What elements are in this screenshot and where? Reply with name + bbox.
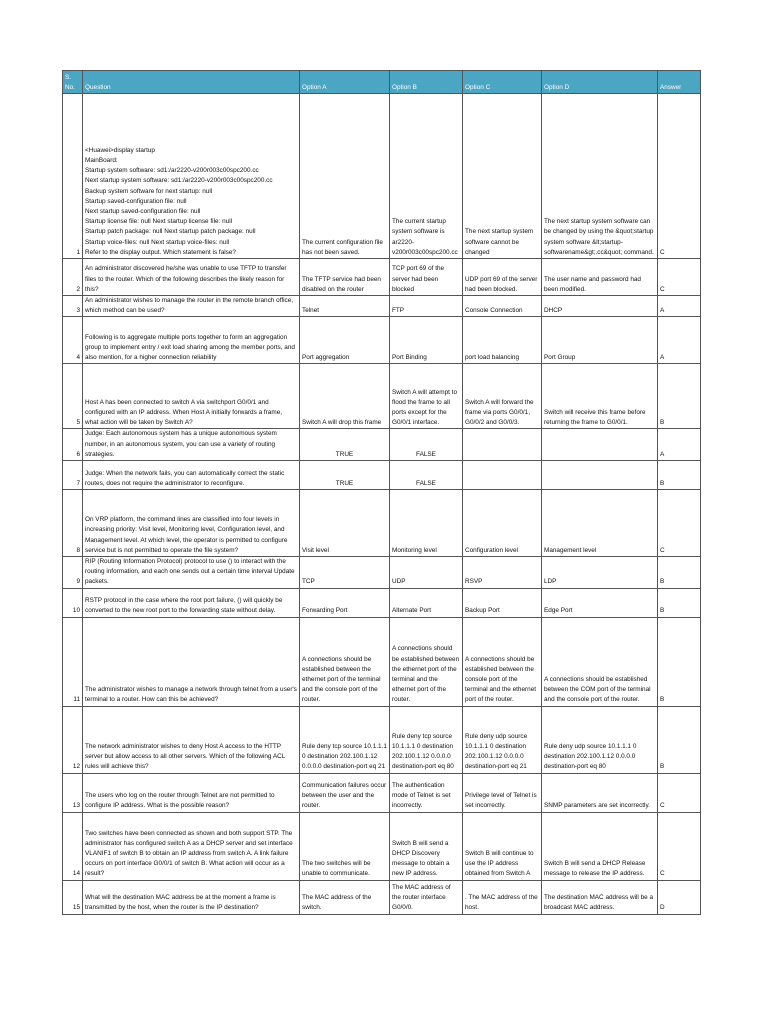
option-c [463,429,542,461]
option-a: Visit level [300,490,390,557]
option-c: Privilege level of Telnet is set incorrectly. [463,773,542,812]
option-d: The next startup system software can be changed by using the &quot;startup system software &lt;startup-softwarename&gt;.cc&quot; command. [542,94,658,259]
option-b: Alternate Port [390,588,463,617]
answer: C [658,773,701,812]
question-text: RSTP protocol in the case where the root port failure, () will quickly be converted to the new root port to the forwarding state without delay. [83,588,300,617]
answer: C [658,259,701,296]
answer: B [658,557,701,589]
header-sno: S. No. [63,71,83,94]
option-a: TRUE [300,429,390,461]
option-d: Edge Port [542,588,658,617]
question-number: 2 [63,259,83,296]
header-option-c: Option C [463,71,542,94]
question-text: The users who log on the router through Telnet are not permitted to configure IP address. What is the possible reason? [83,773,300,812]
option-b: Switch A will attempt to flood the frame to all ports except for the G0/0/1 interface. [390,364,463,429]
option-a: Forwarding Port [300,588,390,617]
question-number: 11 [63,617,83,706]
table-row [63,706,701,773]
answer: C [658,94,701,259]
option-d: The user name and password had been modified. [542,259,658,296]
question-text: Two switches have been connected as shown and both support STP. The administrator has configured switch A as a DHCP server and set interface VLANIF1 of switch B to obtain an IP address from switch A. A link failure occurs on port interface G0/0/1 of switch B. What action will occur as a result? [83,812,300,880]
answer: D [658,880,701,914]
question-text: Following is to aggregate multiple ports together to form an aggregation group to implement entry / exit load sharing among the member ports, and also mention, for a higher connection reliability [83,317,300,364]
question-number: 7 [63,461,83,490]
option-a: Rule deny tcp source 10.1.1.1 0 destination 202.100.1.12 0.0.0.0 destination-port eq 21 [300,706,390,773]
question-number: 1 [63,94,83,259]
question-text: An administrator discovered he/she was unable to use TFTP to transfer files to the router. Which of the following describes the likely reason for this? [83,259,300,296]
option-d: Switch will receive this frame before returning the frame to G0/0/1. [542,364,658,429]
option-d: LDP [542,557,658,589]
option-d: SNMP parameters are set incorrectly. [542,773,658,812]
option-a: The TFTP service had been disabled on the router [300,259,390,296]
table-row [63,490,701,557]
option-d [542,461,658,490]
question-number: 13 [63,773,83,812]
header-option-a: Option A [300,71,390,94]
option-a: A connections should be established between the ethernet port of the terminal and the console port of the router. [300,617,390,706]
answer: C [658,812,701,880]
table-row [63,317,701,364]
table-row [63,296,701,317]
question-number: 6 [63,429,83,461]
answer: A [658,317,701,364]
option-b: TCP port 69 of the server had been blocked [390,259,463,296]
option-d [542,429,658,461]
answer: A [658,429,701,461]
option-a: Port aggregation [300,317,390,364]
option-b: A connections should be established between the ethernet port of the terminal and the ethernet port of the router. [390,617,463,706]
question-text: The administrator wishes to manage a network through telnet from a user's terminal to a router. How can this be achieved? [83,617,300,706]
option-b: FALSE [390,461,463,490]
table-row [63,259,701,296]
answer: B [658,706,701,773]
option-a: TCP [300,557,390,589]
option-a: TRUE [300,461,390,490]
question-number: 14 [63,812,83,880]
option-c: UDP port 69 of the server had been blocked. [463,259,542,296]
table-row [63,812,701,880]
question-number: 10 [63,588,83,617]
option-b: The authentication mode of Telnet is set incorrectly. [390,773,463,812]
option-d: DHCP [542,296,658,317]
question-number: 15 [63,880,83,914]
option-d: Switch B will send a DHCP Release message to release the IP address. [542,812,658,880]
header-option-b: Option B [390,71,463,94]
question-text: Host A has been connected to switch A via switchport G0/0/1 and configured with an IP address. When Host A initially forwards a frame, what action will be taken by Switch A? [83,364,300,429]
option-a: Telnet [300,296,390,317]
option-c: Switch B will continue to use the IP address obtained from Switch A [463,812,542,880]
answer: B [658,617,701,706]
question-number: 4 [63,317,83,364]
header-option-d: Option D [542,71,658,94]
option-c: Configuration level [463,490,542,557]
option-a: The MAC address of the switch. [300,880,390,914]
option-b: FALSE [390,429,463,461]
option-d: Management level [542,490,658,557]
option-c: A connections should be established between the console port of the terminal and the ethernet port of the router. [463,617,542,706]
table-row [63,461,701,490]
option-a: The two switches will be unable to communicate. [300,812,390,880]
option-c: port load balancing [463,317,542,364]
answer: A [658,296,701,317]
qa-table [62,70,701,915]
question-text: RIP (Routing Information Protocol) protocol to use () to interact with the routing information, and each one sends out a certain time interval Update packets. [83,557,300,589]
question-text: The network administrator wishes to deny Host A access to the HTTP server but allow access to all other servers. Which of the following ACL rules will achieve this? [83,706,300,773]
question-number: 3 [63,296,83,317]
table-row [63,617,701,706]
option-c: . The MAC address of the host. [463,880,542,914]
option-d: The destination MAC address will be a broadcast MAC address. [542,880,658,914]
option-a: The current configuration file has not been saved. [300,94,390,259]
question-number: 9 [63,557,83,589]
table-row [63,557,701,589]
option-b: Port Binding [390,317,463,364]
option-d: Rule deny udp source 10.1.1.1 0 destination 202.100.1.12 0.0.0.0 destination-port eq 80 [542,706,658,773]
option-c: Rule deny udp source 10.1.1.1 0 destination 202.100.1.12 0.0.0.0 destination-port eq 21 [463,706,542,773]
option-d: A connections should be established between the COM port of the terminal and the console port of the router. [542,617,658,706]
question-text: An administrator wishes to manage the router in the remote branch office, which method can be used? [83,296,300,317]
header-question: Question [83,71,300,94]
table-row [63,773,701,812]
option-b: FTP [390,296,463,317]
option-c [463,461,542,490]
option-b: The MAC address of the router interface G0/0/0. [390,880,463,914]
option-c: Console Connection [463,296,542,317]
question-text: What will the destination MAC address be at the moment a frame is transmitted by the host, when the router is the IP destination? [83,880,300,914]
answer: B [658,588,701,617]
table-row [63,429,701,461]
table-row [63,588,701,617]
question-text: On VRP platform, the command lines are classified into four levels in increasing priority: Visit level, Monitoring level, Configuration level, and Management level. At which level, the operator is permitted to configure service but is not permitted to operate the file system? [83,490,300,557]
question-number: 8 [63,490,83,557]
option-a: Switch A will drop this frame [300,364,390,429]
option-d: Port Group [542,317,658,364]
option-b: UDP [390,557,463,589]
option-b: Switch B will send a DHCP Discovery message to obtain a new IP address. [390,812,463,880]
header-answer: Answer [658,71,701,94]
option-a: Communication failures occur between the user and the router. [300,773,390,812]
table-row [63,364,701,429]
question-text: Judge: Each autonomous system has a unique autonomous system number, in an autonomous system, you can use a variety of routing strategies. [83,429,300,461]
answer: B [658,364,701,429]
option-c: The next startup system software cannot be changed [463,94,542,259]
question-text: Judge: When the network fails, you can automatically correct the static routes, does not require the administrator to reconfigure. [83,461,300,490]
option-b: The current startup system software is ar2220-v200r003c00spc200.cc [390,94,463,259]
question-number: 5 [63,364,83,429]
table-row [63,94,701,259]
question-text: <Huawei>display startup MainBoard: Startup system software: sd1:/ar2220-v200r003c00spc200.cc Next startup system software: sd1:/ar2220-v200r003c00spc200.cc Backup system software for next startup: null Startup saved-configuration file: null Next startup saved-configuration file: null Startup license file: null Next startup license file: null Startup patch package: null Next startup patch package: null Startup voice-files: null Next startup voice-files: null Refer to the display output. Which statement is false? [83,94,300,259]
header-row [63,71,701,94]
answer: C [658,490,701,557]
question-number: 12 [63,706,83,773]
option-b: Monitoring level [390,490,463,557]
option-b: Rule deny tcp source 10.1.1.1 0 destination 202.100.1.12 0.0.0.0 destination-port eq 80 [390,706,463,773]
table-row [63,880,701,914]
answer: B [658,461,701,490]
option-c: Switch A will forward the frame via ports G0/0/1, G0/0/2 and G0/0/3. [463,364,542,429]
option-c: RSVP [463,557,542,589]
option-c: Backup Port [463,588,542,617]
